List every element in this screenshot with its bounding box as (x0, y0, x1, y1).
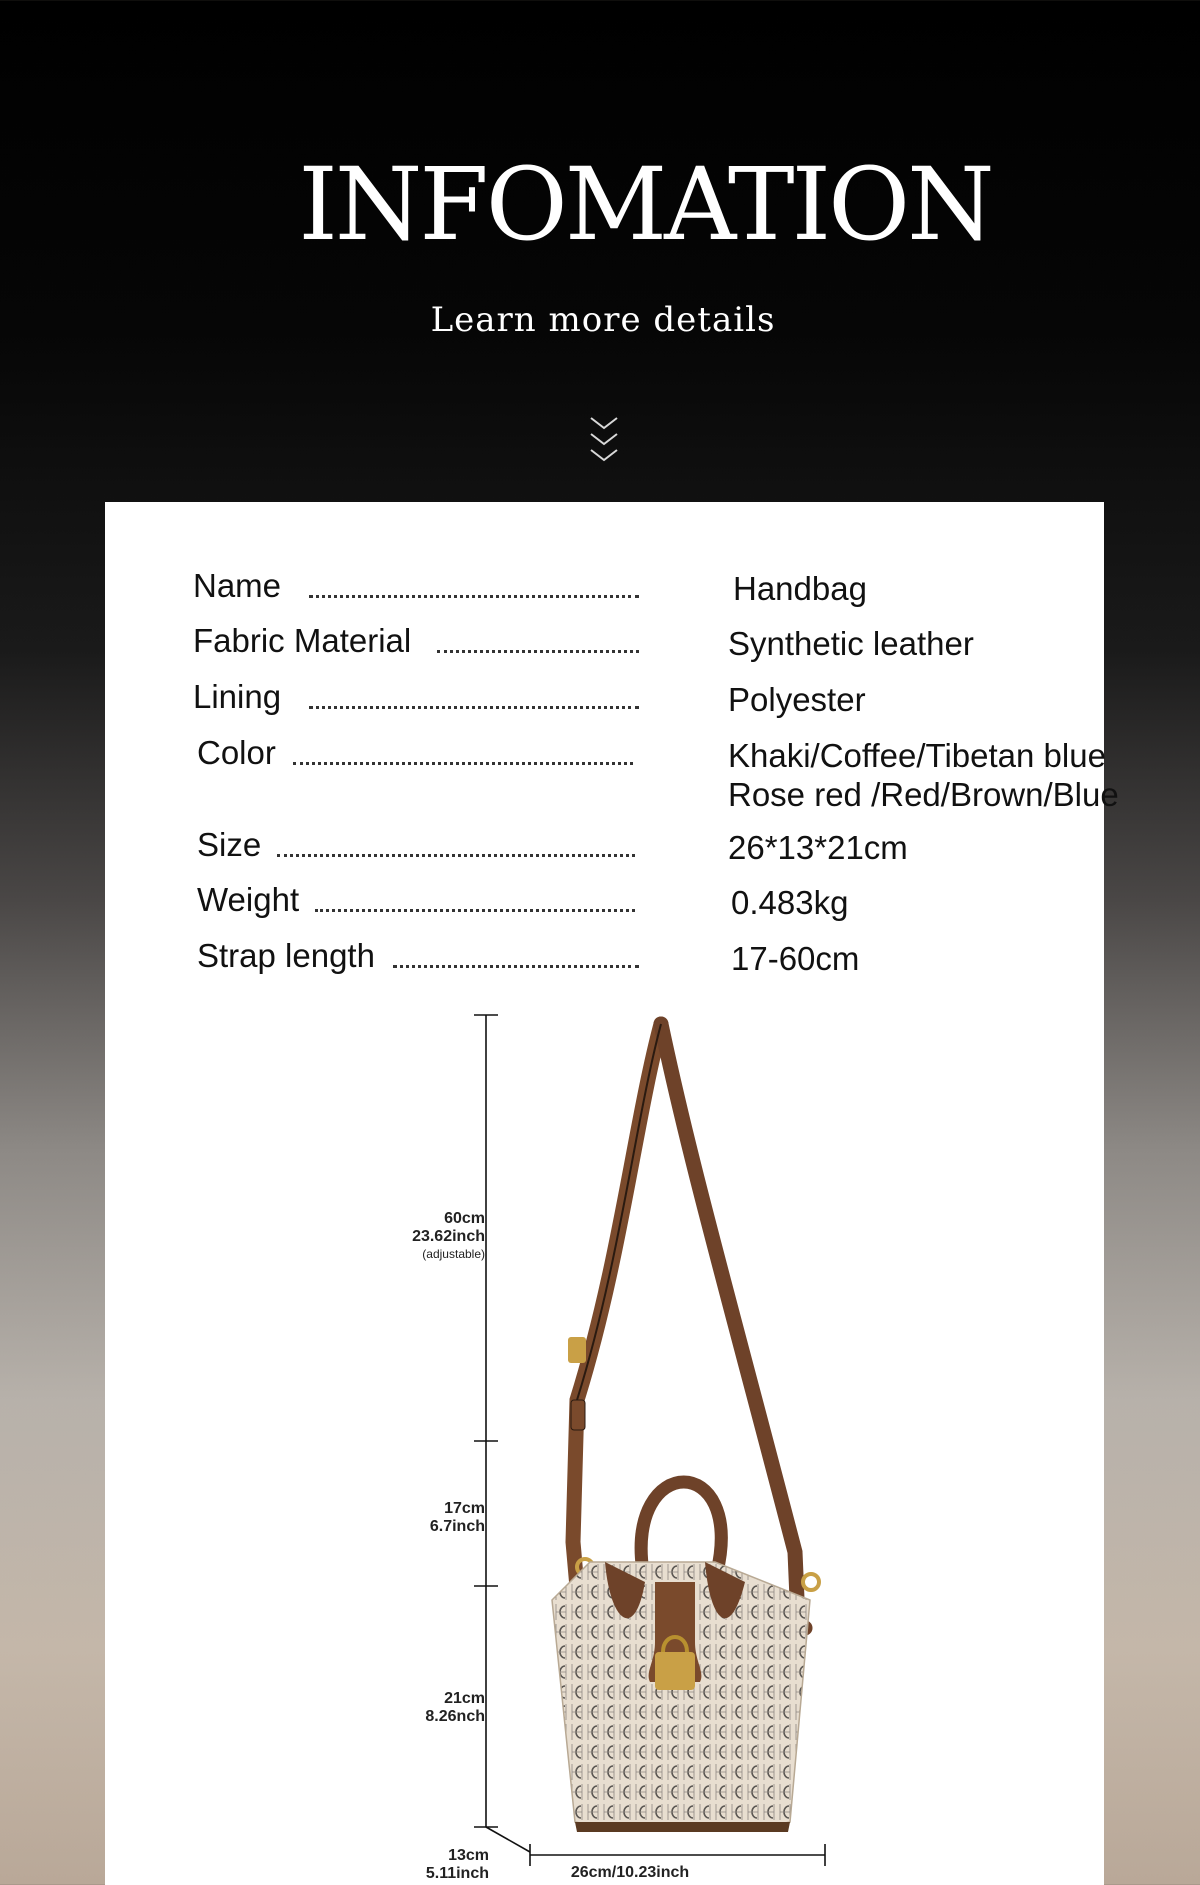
dim-label-width: 26cm/10.23inch (570, 1864, 690, 1881)
bag-handle (641, 1482, 721, 1572)
spec-label: Weight (197, 881, 300, 918)
spec-value: 0.483kg (731, 884, 849, 921)
dim-label-handle: 17cm 6.7inch (429, 1500, 485, 1535)
spec-label: Size (197, 826, 262, 863)
spec-value: Synthetic leather (728, 625, 974, 662)
spec-label: Strap length (197, 937, 375, 974)
spec-value: 26*13*21cm (728, 829, 908, 866)
spec-label: Name (193, 567, 282, 604)
page-title: INFOMATION (298, 146, 992, 263)
spec-label: Color (197, 734, 276, 771)
dim-label-depth: 13cm 5.11inch (425, 1847, 489, 1882)
spec-value: 17-60cm (731, 940, 860, 977)
spec-value: Polyester (728, 681, 866, 718)
spec-label: Fabric Material (193, 622, 412, 659)
bag-dimension-illustration (105, 502, 1104, 1885)
dim-label-height: 21cm 8.26nch (425, 1690, 485, 1725)
bag-strap (568, 1024, 819, 1628)
spec-value-line2: Rose red /Red/Brown/Blue (728, 776, 1119, 813)
spec-value: Khaki/Coffee/Tibetan blue (728, 737, 1106, 774)
bag-body (552, 1562, 810, 1832)
spec-label: Lining (193, 678, 282, 715)
spec-value: Handbag (733, 570, 867, 607)
info-card (105, 502, 1119, 1885)
page-subtitle: Learn more details (430, 300, 776, 340)
chevron-down-icon (587, 412, 621, 472)
dim-label-strap: 60cm 23.62inch (adjustable) (412, 1210, 485, 1261)
